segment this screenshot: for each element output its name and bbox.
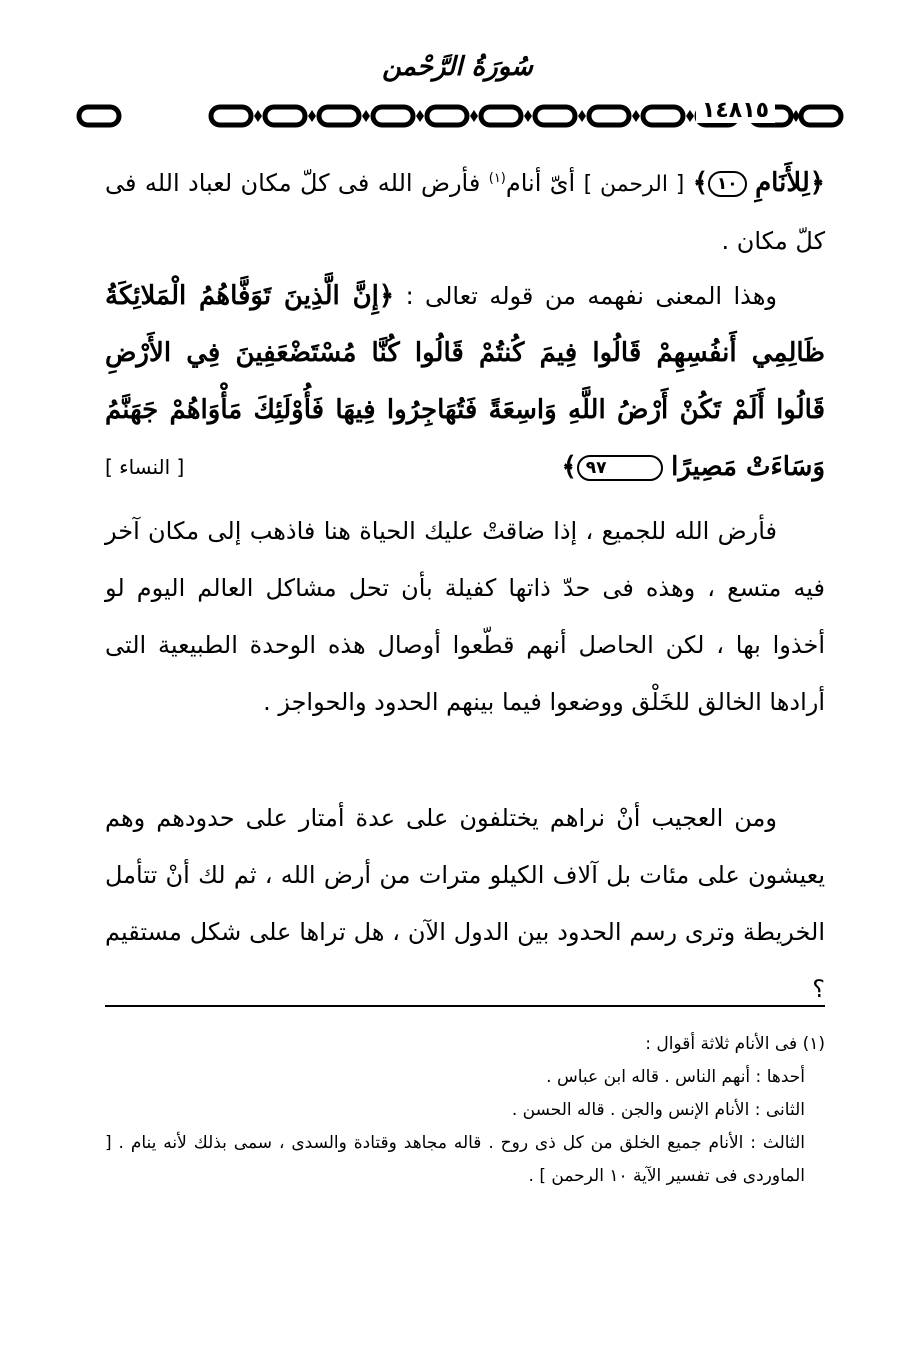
footnote-heading: (١) فى الأنام ثلاثة أقوال : <box>645 1034 825 1054</box>
verse-close-bracket: ﴾ <box>561 452 577 482</box>
footnote-item: أحدها : أنهم الناس . قاله ابن عباس . <box>546 1067 805 1087</box>
footnote-marker: (١) <box>488 171 506 186</box>
header-ornament-rule <box>75 100 845 132</box>
paragraph-text: فأرض الله فى كلّ مكان لعباد الله فى كلّ مكان . <box>105 169 825 255</box>
ayah-number: ٩٧ <box>577 455 664 481</box>
paragraph-1 <box>105 150 825 270</box>
footnote-item: الثالث : الأنام جميع الخلق من كل ذى روح . قاله مجاهد وقتادة والسدى ، سمى بذلك لأنه ينام . [ الماوردى فى تفسير الآية ١٠ الرحمن ] . <box>105 1133 805 1186</box>
page-number: ١٤٨١٥ <box>0 98 915 123</box>
verse-word: لِلأَنَامِ <box>755 168 810 198</box>
quran-verse: إِنَّ الَّذِينَ تَوَفَّاهُمُ الْمَلائِكَةُ ظَالِمِي أَنفُسِهِمْ قَالُوا فِيمَ كُنتُمْ قَالُوا كُنَّا مُسْتَضْعَفِينَ فِي الأَرْضِ قَالُوا أَلَمْ تَكُنْ أَرْضُ اللَّهِ وَاسِعَةً فَتُهَاجِرُوا فِيهَا فَأُوْلَئِكَ مَأْوَاهُمْ جَهَنَّمُ وَسَاءَتْ مَصِيرًا <box>105 281 825 482</box>
ayah-number: ١٠ <box>708 171 747 197</box>
paragraph-4 <box>105 790 825 1018</box>
paragraph-text: ومن العجيب أنْ نراهم يختلفون على عدة أمتار على حدودهم وهم يعيشون على مئات بل آلاف الكيلو مترات من أرض الله ، ثم لك أنْ تتأمل الخريطة وترى رسم الحدود بين الدول الآن ، هل تراها على شكل مستقيم ؟ <box>105 804 825 1003</box>
paragraph-3 <box>105 503 825 731</box>
verse-close-bracket: ﴾ <box>692 168 708 198</box>
surah-title: سُورَةُ الرَّحْمن <box>382 52 533 82</box>
paragraph-text: أىّ أنام <box>505 169 576 197</box>
paragraph-text: فأرض الله للجميع ، إذا ضاقتْ عليك الحياة هنا فاذهب إلى مكان آخر فيه متسع ، وهذه فى حدّ ذاتها كفيلة بأن تحل مشاكل العالم اليوم لو أخذوا بها ، لكن الحاصل أنهم قطّعوا أوصال هذه الوحدة الطبيعية التى أرادها الخالق للخَلْق ووضعوا فيما بينهم الحدود والحواجز . <box>105 517 825 716</box>
footnote-item: الثانى : الأنام الإنس والجن . قاله الحسن . <box>511 1100 805 1120</box>
footnotes <box>105 1028 825 1193</box>
footnote-divider <box>105 1005 825 1007</box>
surah-reference: [ الرحمن ] <box>583 172 685 197</box>
surah-reference: [ النساء ] <box>105 455 185 479</box>
verse-open-bracket: ﴿ <box>809 168 826 198</box>
paragraph-text: وهذا المعنى نفهمه من قوله تعالى : <box>405 282 777 310</box>
paragraph-2 <box>105 268 825 496</box>
verse-open-bracket: ﴿ <box>378 281 395 311</box>
